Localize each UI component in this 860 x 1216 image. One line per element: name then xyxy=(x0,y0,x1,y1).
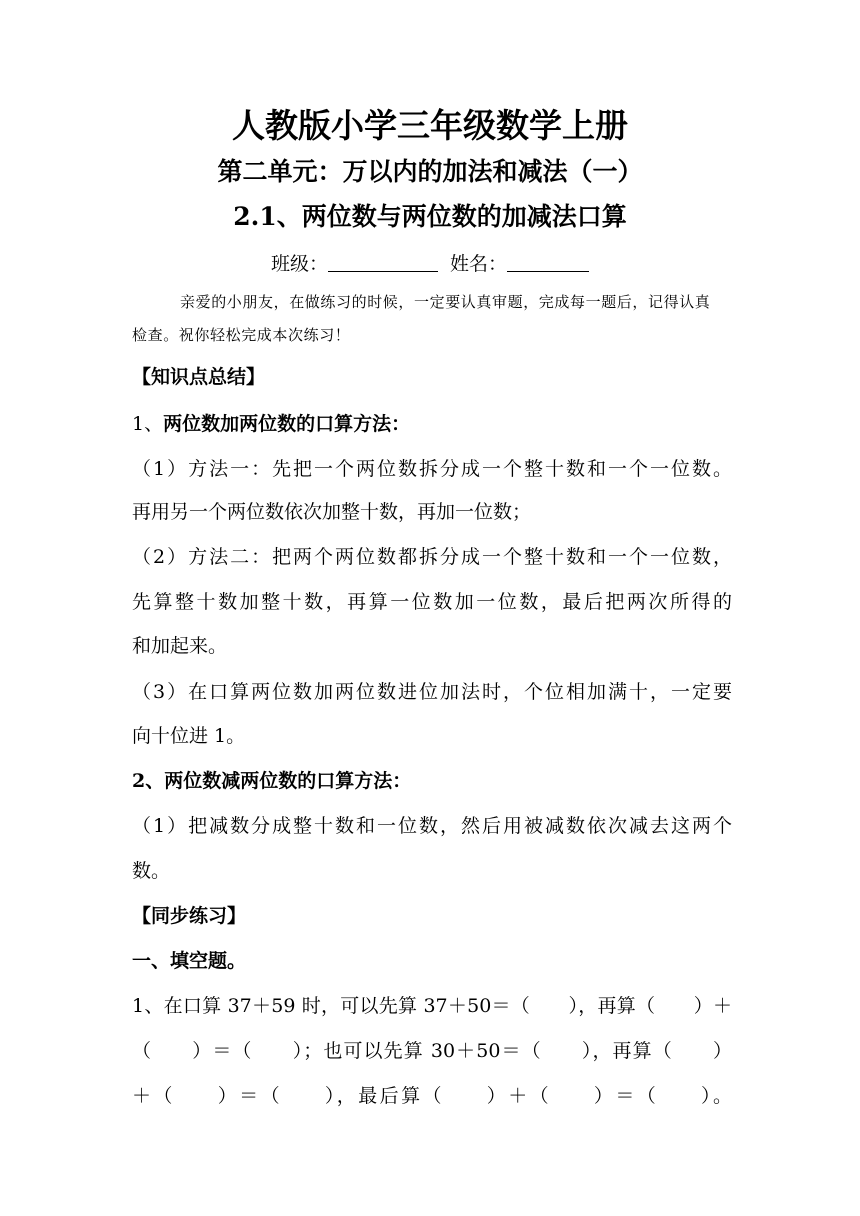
knowledge-line: 数。 xyxy=(132,860,171,882)
knowledge-line: （2）方法二：把两个两位数都拆分成一个整十数和一个一位数， xyxy=(132,546,732,568)
question-1-line: 1、在口算 37＋59 时，可以先算 37＋50＝（ ），再算（ ）＋ xyxy=(132,995,732,1017)
intro-line-2: 检查。祝你轻松完成本次练习！ xyxy=(132,326,351,344)
class-label: 班级： xyxy=(270,253,328,275)
knowledge-item-1-heading xyxy=(132,409,732,439)
knowledge-line: （1）把减数分成整十数和一位数，然后用被减数依次减去这两个 xyxy=(132,815,732,837)
section-fill-in-heading: 一、填空题。 xyxy=(132,950,247,972)
unit-title: 第二单元：万以内的加法和减法（一） xyxy=(217,157,643,186)
name-label: 姓名： xyxy=(450,253,508,275)
knowledge-line: 再用另一个两位数依次加整十数，再加一位数； xyxy=(132,501,532,523)
knowledge-line: 向十位进 1。 xyxy=(132,725,246,747)
knowledge-line: 和加起来。 xyxy=(132,635,228,657)
worksheet-title: 人教版小学三年级数学上册 xyxy=(232,106,628,145)
knowledge-item-2-heading: 2、两位数减两位数的口算方法： xyxy=(132,770,412,792)
knowledge-line: （1）方法一：先把一个两位数拆分成一个整十数和一个一位数。 xyxy=(132,458,732,480)
question-1-line: ＋（ ）＝（ ），最后算（ ）＋（ ）＝（ ）。 xyxy=(132,1085,732,1107)
student-info-line xyxy=(0,250,860,278)
class-blank[interactable] xyxy=(328,251,438,272)
lesson-title: 2.1、两位数与两位数的加减法口算 xyxy=(233,202,627,231)
name-blank[interactable] xyxy=(507,251,589,272)
item-heading-text: 两位数加两位数的口算方法： xyxy=(163,413,411,435)
intro-text-1: 亲爱的小朋友，在做练习的时候，一定要认真审题，完成每一题后，记得认真 xyxy=(180,293,711,311)
practice-heading: 【同步练习】 xyxy=(132,905,247,927)
item-number: 1、 xyxy=(132,413,164,435)
knowledge-line: 先算整十数加整十数，再算一位数加一位数，最后把两次所得的 xyxy=(132,591,732,613)
knowledge-line: （3）在口算两位数加两位数进位加法时，个位相加满十，一定要 xyxy=(132,681,732,703)
intro-line-1 xyxy=(132,285,732,319)
knowledge-heading: 【知识点总结】 xyxy=(132,366,266,388)
question-1-line: （ ）＝（ ）；也可以先算 30＋50＝（ ），再算（ ） xyxy=(132,1040,732,1062)
